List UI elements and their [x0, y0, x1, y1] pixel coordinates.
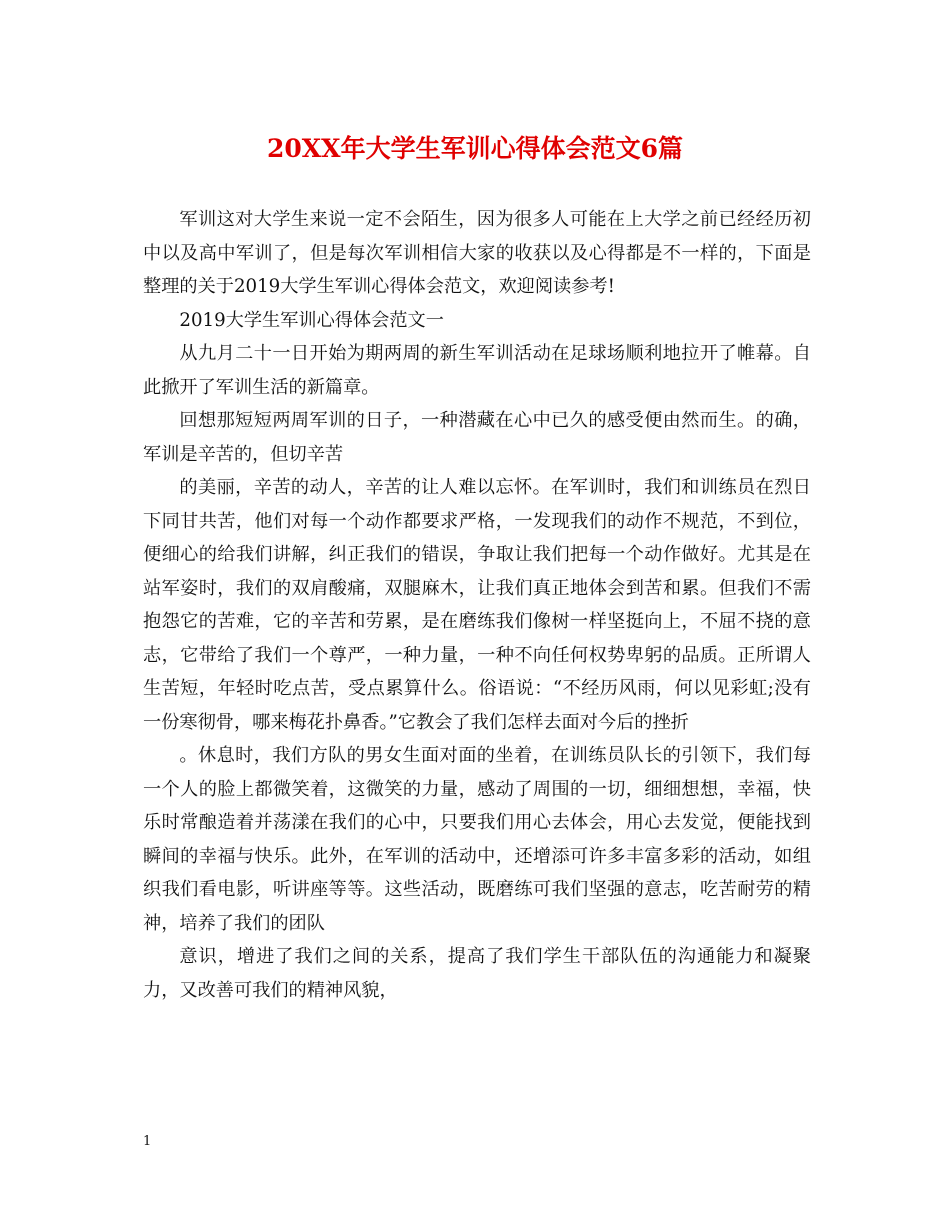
paragraph: 。休息时，我们方队的男女生面对面的坐着，在训练员队长的引领下，我们每一个人的脸上都微笑着，这微笑的力量，感动了周围的一切，细细想想，幸福，快乐时常酿造着并荡漾在我们的心中，只要我们用心去体会，用心去发觉，便能找到瞬间的幸福与快乐。此外，在军训的活动中，还增添可许多丰富多彩的活动，如组织我们看电影，听讲座等等。这些活动，既磨练可我们坚强的意志，吃苦耐劳的精神，培养了我们的团队	[143, 745, 811, 934]
paragraph: 意识，增进了我们之间的关系，提高了我们学生干部队伍的沟通能力和凝聚力，又改善可我们的精神风貌，	[143, 946, 811, 1001]
paragraph: 从九月二十一日开始为期两周的新生军训活动在足球场顺利地拉开了帷幕。自此掀开了军训生活的新篇章。	[143, 343, 811, 398]
page-number: 1	[143, 1134, 152, 1149]
paragraph: 回想那短短两周军训的日子，一种潜藏在心中已久的感受便由然而生。的确，军训是辛苦的，但切辛苦	[143, 410, 811, 465]
paragraph: 军训这对大学生来说一定不会陌生，因为很多人可能在上大学之前已经经历初中以及高中军训了，但是每次军训相信大家的收获以及心得都是不一样的，下面是整理的关于2019大学生军训心得体会范文，欢迎阅读参考!	[143, 209, 811, 297]
document-body	[143, 203, 811, 1007]
section-heading: 2019大学生军训心得体会范文一	[179, 309, 444, 331]
document-title: 20XX年大学生军训心得体会范文6篇	[267, 134, 683, 163]
paragraph: 的美丽，辛苦的动人，辛苦的让人难以忘怀。在军训时，我们和训练员在烈日下同甘共苦，他们对每一个动作都要求严格，一发现我们的动作不规范，不到位，便细心的给我们讲解，纠正我们的错误，争取让我们把每一个动作做好。尤其是在站军姿时，我们的双肩酸痛，双腿麻木，让我们真正地体会到苦和累。但我们不需抱怨它的苦难，它的辛苦和劳累，是在磨练我们像树一样坚挺向上，不屈不挠的意志，它带给了我们一个尊严，一种力量，一种不向任何权势卑躬的品质。正所谓人生苦短，年轻时吃点苦，受点累算什么。俗语说：“不经历风雨，何以见彩虹;没有一份寒彻骨，哪来梅花扑鼻香。”它教会了我们怎样去面对今后的挫折	[143, 477, 811, 733]
